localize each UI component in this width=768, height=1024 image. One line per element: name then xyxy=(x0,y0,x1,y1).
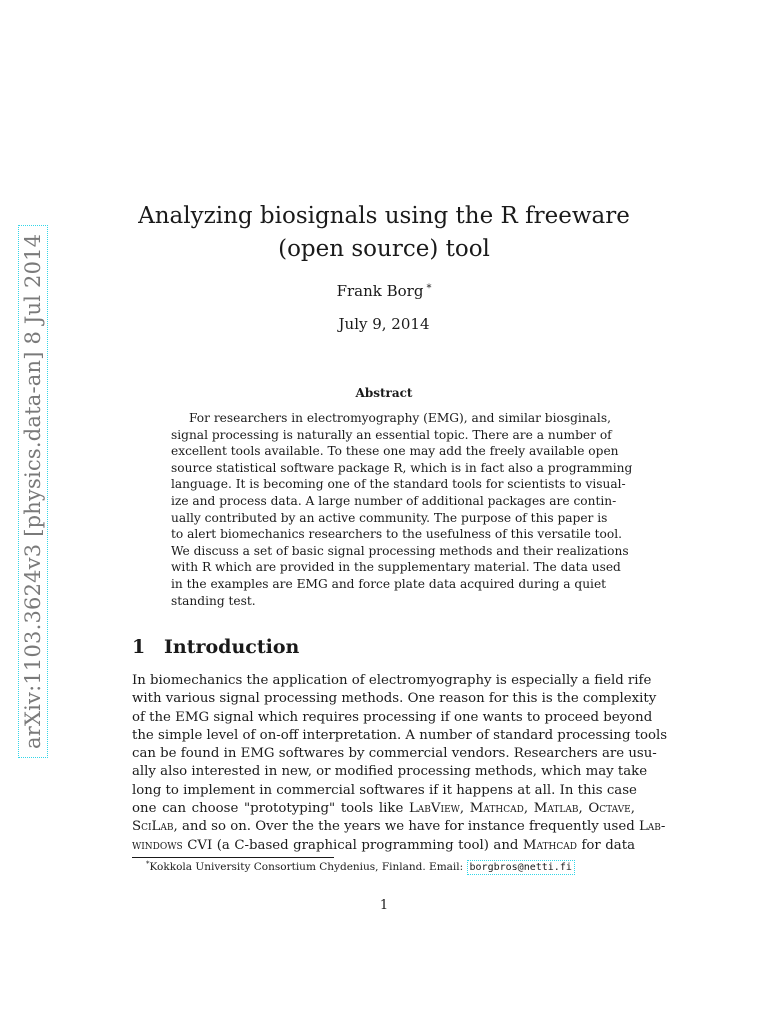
body-text-run: CVI (a C-based graphical programming tool) and xyxy=(182,837,523,853)
body-text-run: , xyxy=(523,801,534,817)
abstract-body xyxy=(171,410,633,609)
footnote-rule xyxy=(132,857,334,858)
body-text-run: one can choose "prototyping" tools like xyxy=(132,801,409,817)
body-line-labwindows xyxy=(132,837,635,855)
author xyxy=(0,282,768,300)
arxiv-identifier[interactable]: arXiv:1103.3624v3 [physics.data-an] 8 Jul 2014 xyxy=(18,225,48,758)
abstract-line: in the examples are EMG and force plate data acquired during a quiet xyxy=(171,576,607,591)
mathcad-name: Mathcad xyxy=(522,837,577,853)
body-line-scilab xyxy=(132,818,666,836)
matlab-name: Matlab xyxy=(533,801,579,817)
abstract-line: with R which are provided in the supplementary material. The data used xyxy=(171,560,621,575)
body-text-run: for data xyxy=(577,837,635,853)
labwindows-name-part2: windows xyxy=(132,837,183,853)
body-text xyxy=(132,672,668,855)
abstract-line: For researchers in electromyography (EMG), and similar biosginals, xyxy=(189,411,611,425)
body-text-run: , xyxy=(578,801,589,817)
title-line-1: Analyzing biosignals using the R freeware xyxy=(138,203,630,229)
footnote-text: Kokkola University Consortium Chydenius, Finland. Email: xyxy=(149,861,467,873)
octave-name: Octave xyxy=(588,801,631,817)
mathcad-name: Mathcad xyxy=(469,801,524,817)
email-link[interactable]: borgbros@netti.fi xyxy=(467,860,575,875)
body-line-tools xyxy=(132,800,635,818)
section-title: Introduction xyxy=(164,636,300,658)
author-name: Frank Borg xyxy=(336,282,424,300)
abstract-line: standing test. xyxy=(171,593,256,608)
footnote xyxy=(146,860,575,873)
body-line: with various signal processing methods. One reason for this is the complexity xyxy=(132,691,657,707)
body-line: long to implement in commercial softwares if it happens at all. In this case xyxy=(132,782,637,798)
body-line: In biomechanics the application of electromyography is especially a field rife xyxy=(132,673,652,688)
body-text-run: , xyxy=(459,801,470,817)
abstract-line: We discuss a set of basic signal processing methods and their realizations xyxy=(171,543,629,558)
section-number: 1 xyxy=(132,636,146,658)
labview-name: LabView xyxy=(408,801,460,817)
abstract-line: signal processing is naturally an essential topic. There are a number of xyxy=(171,427,612,442)
abstract-line: language. It is becoming one of the standard tools for scientists to visual- xyxy=(171,477,626,492)
labwindows-name-part1: Lab- xyxy=(638,819,666,835)
abstract-line: excellent tools available. To these one may add the freely available open xyxy=(171,444,619,459)
abstract-heading: Abstract xyxy=(355,386,413,400)
body-line: the simple level of on-off interpretation. A number of standard processing tools xyxy=(132,727,668,743)
title-line-2: (open source) tool xyxy=(278,236,490,262)
footnote-mark: * xyxy=(146,860,150,868)
author-footnote-mark: * xyxy=(426,283,432,294)
paper-title xyxy=(0,200,768,266)
body-text-run: , xyxy=(630,801,635,817)
page-number: 1 xyxy=(379,898,389,913)
section-heading xyxy=(132,636,299,658)
abstract-line: ize and process data. A large number of additional packages are contin- xyxy=(171,493,617,508)
abstract-line: to alert biomechanics researchers to the usefulness of this versatile tool. xyxy=(171,527,622,542)
body-line: of the EMG signal which requires processing if one wants to proceed beyond xyxy=(132,709,653,725)
abstract-line: source statistical software package R, which is in fact also a programming xyxy=(171,460,633,475)
body-line: can be found in EMG softwares by commercial vendors. Researchers are usu- xyxy=(132,746,657,762)
body-line: ally also interested in new, or modified processing methods, which may take xyxy=(132,764,648,780)
abstract-line: ually contributed by an active community. The purpose of this paper is xyxy=(171,510,608,525)
scilab-name: SciLab xyxy=(132,819,174,835)
body-text-run: , and so on. Over the the years we have for instance frequently used xyxy=(173,819,639,835)
publication-date: July 9, 2014 xyxy=(338,315,430,333)
